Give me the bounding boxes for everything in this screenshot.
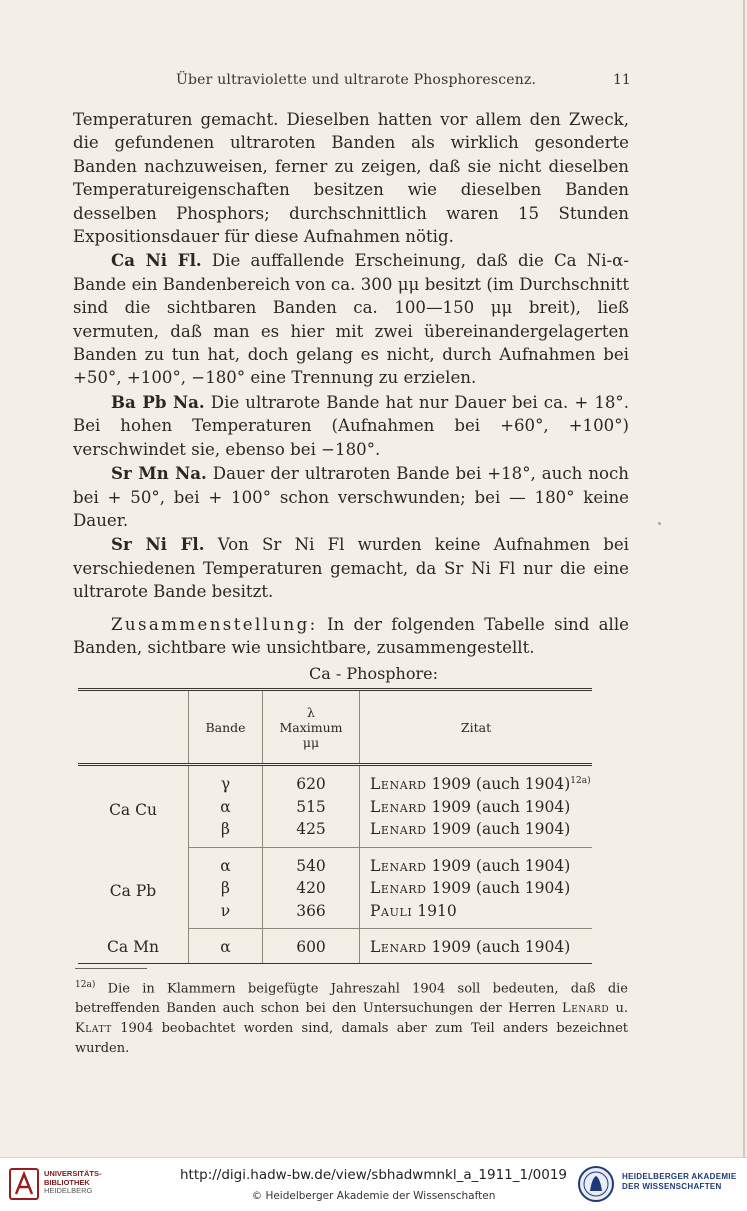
cell-year: 1909 (auch 1904) <box>431 879 571 898</box>
cell-author: Lenard <box>370 820 427 839</box>
cell-citation <box>360 765 593 796</box>
running-title: Über ultraviolette und ultrarote Phosphorescenz. <box>176 72 537 88</box>
cell-citation <box>360 900 593 929</box>
table-row <box>78 765 592 796</box>
paragraph-ca-ni-fl-text: Die auffallende Erscheinung, daß die Ca Ni-α-Bande ein Bandenbereich von ca. 300 μμ besitzt (im Durchschnitt sind die sichtbaren Banden ca. 100—150 μμ breit), ließ vermuten, daß man es hier mit zwei übereinandergelagerten Banden zu tun hat, doch gelang es nicht, durch Aufnahmen bei +50°, +100°, −180° eine Trennung zu erzielen. <box>73 251 629 388</box>
running-head <box>0 72 747 92</box>
cell-year: 1909 (auch 1904) <box>431 938 571 957</box>
footnote-rule <box>75 968 147 969</box>
paragraph-ba-pb-na-text: Die ultrarote Bande hat nur Dauer bei ca. + 18°. Bei hohen Temperaturen (Aufnahmen bei +60°, +100°) verschwindet sie, ebenso bei −180°. <box>73 392 629 459</box>
cell-maximum: 515 <box>263 796 360 819</box>
paragraph-sr-mn-na-text: Dauer der ultraroten Bande bei +18°, auch noch bei + 50°, bei + 100° schon verschwunden; bei — 180° keine Dauer. <box>73 464 629 530</box>
cell-maximum: 600 <box>263 929 360 964</box>
cell-author: Lenard <box>370 879 427 898</box>
table-body <box>78 765 592 964</box>
footnote <box>75 976 628 1059</box>
cell-band: γ <box>189 765 263 796</box>
cell-citation <box>360 929 593 964</box>
footnote-reference: 12a) <box>570 776 591 787</box>
cell-maximum: 540 <box>263 847 360 877</box>
viewer-footer <box>0 1157 747 1211</box>
library-name-line-3: HEIDELBERG <box>44 1186 93 1195</box>
paragraph-ba-pb-na <box>73 391 629 461</box>
paragraph-zusammenstellung-text: In der folgenden Tabelle sind alle Banden, sichtbare wie unsichtbare, zusammengestellt. <box>73 614 629 657</box>
table-caption: Ca - Phosphore: <box>309 664 438 683</box>
label-ca-ni-fl: Ca Ni Fl. <box>111 250 202 271</box>
label-ba-pb-na: Ba Pb Na. <box>111 391 205 412</box>
paper-speck <box>658 522 661 525</box>
paragraph-zusammenstellung <box>73 613 629 660</box>
header-maximum-label: Maximum <box>279 719 343 735</box>
table-row <box>78 929 592 964</box>
header-citation: Zitat <box>360 690 593 765</box>
cell-band: β <box>189 877 263 900</box>
cell-citation <box>360 877 593 900</box>
cell-citation <box>360 818 593 847</box>
paragraph-1-text: Temperaturen gemacht. Dieselben hatten vor allem den Zweck, die gefundenen ultraroten Banden als wirklich gesonderte Banden nachzuweisen, ferner zu zeigen, daß sie nicht dieselben Temperatureigenschaften besitzen wie dieselben Banden desselben Phosphors; durchschnittlich waren 15 Stunden Expositionsdauer für diese Aufnahmen nötig. <box>73 110 629 247</box>
table-wrapper <box>78 688 592 964</box>
header-maximum-unit: μμ <box>302 734 320 750</box>
cell-band: α <box>189 847 263 877</box>
paragraph-sr-mn-na <box>73 462 629 532</box>
library-name-line-2: BIBLIOTHEK <box>44 1177 90 1187</box>
cell-maximum: 620 <box>263 765 360 796</box>
header-maximum <box>263 690 360 765</box>
cell-maximum: 366 <box>263 900 360 929</box>
table-row <box>78 847 592 877</box>
label-zusammenstellung: Zusammenstellung: <box>111 614 318 634</box>
cell-author: Lenard <box>370 775 427 794</box>
group-name-ca-mn: Ca Mn <box>78 929 189 964</box>
cell-maximum: 420 <box>263 877 360 900</box>
footnote-text-3: 1904 beobachtet worden sind, damals aber zum Teil anders bezeichnet wurden. <box>75 1020 628 1056</box>
label-sr-mn-na: Sr Mn Na. <box>111 463 207 484</box>
paragraph-ca-ni-fl <box>73 249 629 389</box>
label-sr-ni-fl: Sr Ni Fl. <box>111 534 205 555</box>
cell-citation <box>360 796 593 819</box>
footnote-name-lenard: Lenard <box>561 1001 610 1017</box>
cell-author: Pauli <box>370 901 413 920</box>
cell-band: α <box>189 796 263 819</box>
cell-author: Lenard <box>370 938 427 957</box>
cell-year: 1909 (auch 1904) <box>431 775 571 794</box>
cell-maximum: 425 <box>263 818 360 847</box>
academy-name[interactable] <box>622 1172 736 1192</box>
header-maximum-symbol: λ <box>307 704 315 720</box>
cell-year: 1909 (auch 1904) <box>431 820 571 839</box>
body-text <box>73 108 629 659</box>
table-header-row <box>78 690 592 765</box>
cell-citation <box>360 847 593 877</box>
cell-band: α <box>189 929 263 964</box>
permalink-url[interactable]: http://digi.hadw-bw.de/view/sbhadwmnkl_a_1911_1/0019 <box>179 1167 567 1183</box>
phosphor-table <box>78 688 592 964</box>
footnote-text-2: u. <box>609 1001 628 1017</box>
cell-year: 1910 <box>417 901 457 920</box>
paragraph-1 <box>73 108 629 248</box>
cell-author: Lenard <box>370 856 427 875</box>
header-name <box>78 690 189 765</box>
page-number: 11 <box>613 72 631 88</box>
cell-year: 1909 (auch 1904) <box>431 797 571 816</box>
footnote-text-1: Die in Klammern beigefügte Jahreszahl 1904 soll bedeuten, daß die betreffenden Banden auch schon bei den Untersuchungen der Herren <box>75 981 628 1017</box>
header-band: Bande <box>189 690 263 765</box>
group-name-ca-pb: Ca Pb <box>109 882 157 901</box>
academy-name-line-2: DER WISSENSCHAFTEN <box>622 1182 722 1191</box>
footnote-marker: 12a) <box>75 980 96 990</box>
library-name-line-1: UNIVERSITÄTS- <box>44 1169 102 1178</box>
footnote-name-klatt: Klatt <box>75 1020 112 1036</box>
academy-name-line-1: HEIDELBERGER AKADEMIE <box>622 1172 737 1181</box>
paragraph-sr-ni-fl <box>73 533 629 603</box>
cell-band: β <box>189 818 263 847</box>
cell-year: 1909 (auch 1904) <box>431 856 571 875</box>
copyright-notice: © Heidelberger Akademie der Wissenschaften <box>251 1190 496 1202</box>
group-name-ca-cu: Ca Cu <box>109 801 157 819</box>
cell-band: ν <box>189 900 263 929</box>
cell-author: Lenard <box>370 797 427 816</box>
academy-seal-icon[interactable] <box>577 1164 615 1204</box>
paragraph-sr-ni-fl-text: Von Sr Ni Fl wurden keine Aufnahmen bei verschiedenen Temperaturen gemacht, da Sr Ni Fl nur die eine ultrarote Bande besitzt. <box>73 535 629 602</box>
